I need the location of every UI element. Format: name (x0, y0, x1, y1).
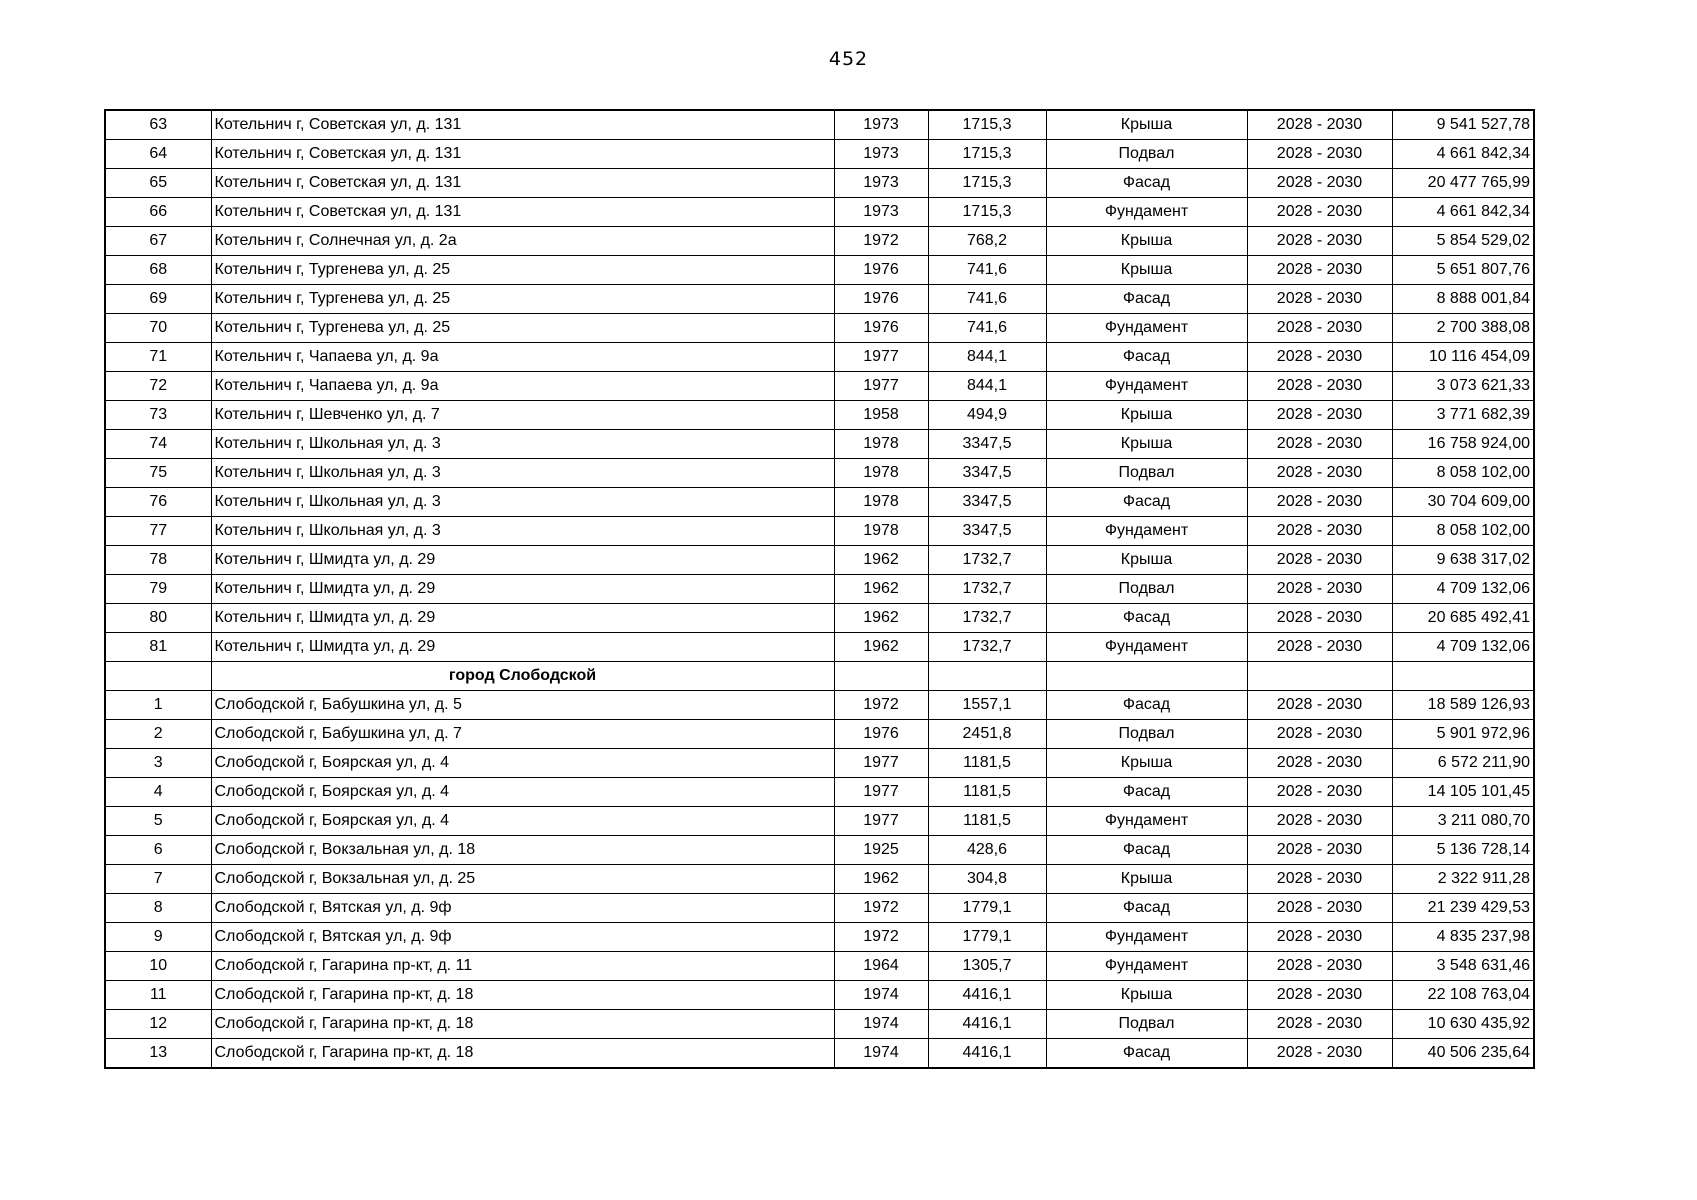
address-cell: Котельнич г, Шмидта ул, д. 29 (211, 575, 834, 604)
work-type-cell: Крыша (1046, 227, 1247, 256)
build-year-cell: 1962 (834, 546, 928, 575)
table-row (105, 923, 1534, 952)
address-cell: Котельнич г, Тургенева ул, д. 25 (211, 285, 834, 314)
area-cell: 1715,3 (928, 198, 1046, 227)
cost-cell: 3 211 080,70 (1392, 807, 1534, 836)
work-type-cell: Фасад (1046, 691, 1247, 720)
area-cell: 4416,1 (928, 1039, 1046, 1069)
build-year-cell: 1962 (834, 633, 928, 662)
work-type-cell: Фундамент (1046, 923, 1247, 952)
work-type-cell: Крыша (1046, 430, 1247, 459)
period-cell: 2028 - 2030 (1247, 894, 1392, 923)
row-number-cell: 68 (105, 256, 211, 285)
work-type-cell: Подвал (1046, 459, 1247, 488)
work-type-cell: Фундамент (1046, 633, 1247, 662)
build-year-cell: 1978 (834, 488, 928, 517)
cost-cell: 10 116 454,09 (1392, 343, 1534, 372)
cost-cell: 16 758 924,00 (1392, 430, 1534, 459)
cost-cell: 2 322 911,28 (1392, 865, 1534, 894)
cost-cell: 18 589 126,93 (1392, 691, 1534, 720)
row-number-cell: 63 (105, 110, 211, 140)
build-year-cell: 1958 (834, 401, 928, 430)
row-number-cell: 72 (105, 372, 211, 401)
address-cell: Слободской г, Боярская ул, д. 4 (211, 749, 834, 778)
table-row (105, 227, 1534, 256)
row-number-cell: 71 (105, 343, 211, 372)
table-row (105, 256, 1534, 285)
empty-cell (928, 662, 1046, 691)
row-number-cell: 67 (105, 227, 211, 256)
address-cell: Слободской г, Вятская ул, д. 9ф (211, 894, 834, 923)
cost-cell: 9 638 317,02 (1392, 546, 1534, 575)
work-type-cell: Фундамент (1046, 517, 1247, 546)
row-number-cell: 74 (105, 430, 211, 459)
period-cell: 2028 - 2030 (1247, 923, 1392, 952)
work-type-cell: Крыша (1046, 865, 1247, 894)
cost-cell: 4 709 132,06 (1392, 633, 1534, 662)
area-cell: 3347,5 (928, 488, 1046, 517)
cost-cell: 8 888 001,84 (1392, 285, 1534, 314)
build-year-cell: 1972 (834, 691, 928, 720)
address-cell: Слободской г, Гагарина пр-кт, д. 18 (211, 981, 834, 1010)
address-cell: Котельнич г, Шмидта ул, д. 29 (211, 546, 834, 575)
address-cell: Котельнич г, Школьная ул, д. 3 (211, 430, 834, 459)
cost-cell: 8 058 102,00 (1392, 459, 1534, 488)
table-row (105, 981, 1534, 1010)
row-number-cell: 10 (105, 952, 211, 981)
address-cell: Слободской г, Вокзальная ул, д. 25 (211, 865, 834, 894)
area-cell: 494,9 (928, 401, 1046, 430)
row-number-cell: 8 (105, 894, 211, 923)
cost-cell: 20 685 492,41 (1392, 604, 1534, 633)
row-number-cell: 65 (105, 169, 211, 198)
row-number-cell: 81 (105, 633, 211, 662)
row-number-cell: 80 (105, 604, 211, 633)
address-cell: Котельнич г, Школьная ул, д. 3 (211, 517, 834, 546)
area-cell: 1732,7 (928, 575, 1046, 604)
cost-cell: 8 058 102,00 (1392, 517, 1534, 546)
area-cell: 741,6 (928, 285, 1046, 314)
area-cell: 1779,1 (928, 894, 1046, 923)
cost-cell: 4 661 842,34 (1392, 140, 1534, 169)
work-type-cell: Подвал (1046, 720, 1247, 749)
period-cell: 2028 - 2030 (1247, 633, 1392, 662)
table-row (105, 459, 1534, 488)
area-cell: 3347,5 (928, 517, 1046, 546)
row-number-cell: 13 (105, 1039, 211, 1069)
period-cell: 2028 - 2030 (1247, 691, 1392, 720)
table-row (105, 314, 1534, 343)
address-cell: Котельнич г, Шмидта ул, д. 29 (211, 633, 834, 662)
table-row (105, 517, 1534, 546)
area-cell: 1305,7 (928, 952, 1046, 981)
address-cell: Котельнич г, Советская ул, д. 131 (211, 198, 834, 227)
section-row (105, 662, 1534, 691)
work-type-cell: Подвал (1046, 575, 1247, 604)
cost-cell: 30 704 609,00 (1392, 488, 1534, 517)
area-cell: 1732,7 (928, 633, 1046, 662)
row-number-cell: 11 (105, 981, 211, 1010)
cost-cell: 21 239 429,53 (1392, 894, 1534, 923)
row-number-cell: 78 (105, 546, 211, 575)
period-cell: 2028 - 2030 (1247, 1039, 1392, 1069)
period-cell: 2028 - 2030 (1247, 227, 1392, 256)
area-cell: 304,8 (928, 865, 1046, 894)
build-year-cell: 1977 (834, 372, 928, 401)
cost-cell: 4 835 237,98 (1392, 923, 1534, 952)
area-cell: 741,6 (928, 256, 1046, 285)
period-cell: 2028 - 2030 (1247, 110, 1392, 140)
address-cell: Слободской г, Бабушкина ул, д. 7 (211, 720, 834, 749)
build-year-cell: 1964 (834, 952, 928, 981)
row-number-cell: 4 (105, 778, 211, 807)
area-cell: 1715,3 (928, 110, 1046, 140)
build-year-cell: 1974 (834, 1010, 928, 1039)
row-number-cell: 9 (105, 923, 211, 952)
table-row (105, 1039, 1534, 1069)
address-cell: Котельнич г, Советская ул, д. 131 (211, 140, 834, 169)
empty-cell (1046, 662, 1247, 691)
period-cell: 2028 - 2030 (1247, 517, 1392, 546)
table-row (105, 372, 1534, 401)
work-type-cell: Фасад (1046, 169, 1247, 198)
cost-cell: 20 477 765,99 (1392, 169, 1534, 198)
table-row (105, 285, 1534, 314)
work-type-cell: Фасад (1046, 488, 1247, 517)
row-number-cell: 73 (105, 401, 211, 430)
build-year-cell: 1977 (834, 807, 928, 836)
row-number-cell: 79 (105, 575, 211, 604)
section-title: город Слободской (211, 662, 834, 691)
table-row (105, 836, 1534, 865)
build-year-cell: 1962 (834, 865, 928, 894)
period-cell: 2028 - 2030 (1247, 778, 1392, 807)
period-cell: 2028 - 2030 (1247, 343, 1392, 372)
work-type-cell: Фундамент (1046, 372, 1247, 401)
address-cell: Слободской г, Гагарина пр-кт, д. 18 (211, 1010, 834, 1039)
work-type-cell: Крыша (1046, 110, 1247, 140)
cost-cell: 2 700 388,08 (1392, 314, 1534, 343)
table-row (105, 720, 1534, 749)
address-cell: Слободской г, Вокзальная ул, д. 18 (211, 836, 834, 865)
table-row (105, 604, 1534, 633)
area-cell: 1732,7 (928, 604, 1046, 633)
work-type-cell: Крыша (1046, 546, 1247, 575)
area-cell: 1779,1 (928, 923, 1046, 952)
row-number-cell: 3 (105, 749, 211, 778)
period-cell: 2028 - 2030 (1247, 401, 1392, 430)
row-number-cell: 6 (105, 836, 211, 865)
period-cell: 2028 - 2030 (1247, 459, 1392, 488)
work-type-cell: Фундамент (1046, 952, 1247, 981)
work-type-cell: Крыша (1046, 749, 1247, 778)
table-row (105, 488, 1534, 517)
cost-cell: 4 709 132,06 (1392, 575, 1534, 604)
empty-cell (1247, 662, 1392, 691)
period-cell: 2028 - 2030 (1247, 488, 1392, 517)
row-number-cell: 69 (105, 285, 211, 314)
area-cell: 844,1 (928, 372, 1046, 401)
cost-cell: 6 572 211,90 (1392, 749, 1534, 778)
cost-cell: 4 661 842,34 (1392, 198, 1534, 227)
work-type-cell: Подвал (1046, 140, 1247, 169)
area-cell: 1732,7 (928, 546, 1046, 575)
cost-cell: 5 651 807,76 (1392, 256, 1534, 285)
empty-cell (834, 662, 928, 691)
period-cell: 2028 - 2030 (1247, 604, 1392, 633)
table-row (105, 140, 1534, 169)
empty-cell (105, 662, 211, 691)
area-cell: 4416,1 (928, 981, 1046, 1010)
build-year-cell: 1974 (834, 981, 928, 1010)
row-number-cell: 5 (105, 807, 211, 836)
cost-cell: 3 548 631,46 (1392, 952, 1534, 981)
build-year-cell: 1972 (834, 894, 928, 923)
area-cell: 768,2 (928, 227, 1046, 256)
row-number-cell: 76 (105, 488, 211, 517)
period-cell: 2028 - 2030 (1247, 1010, 1392, 1039)
table-row (105, 110, 1534, 140)
period-cell: 2028 - 2030 (1247, 981, 1392, 1010)
table-row (105, 952, 1534, 981)
table-row (105, 749, 1534, 778)
address-cell: Слободской г, Вятская ул, д. 9ф (211, 923, 834, 952)
build-year-cell: 1977 (834, 343, 928, 372)
repair-program-table (104, 109, 1535, 1069)
build-year-cell: 1977 (834, 778, 928, 807)
page-number: 452 (828, 48, 869, 70)
period-cell: 2028 - 2030 (1247, 836, 1392, 865)
build-year-cell: 1978 (834, 459, 928, 488)
work-type-cell: Фасад (1046, 1039, 1247, 1069)
row-number-cell: 7 (105, 865, 211, 894)
table-row (105, 633, 1534, 662)
table-row (105, 430, 1534, 459)
period-cell: 2028 - 2030 (1247, 865, 1392, 894)
table-row (105, 778, 1534, 807)
address-cell: Котельнич г, Советская ул, д. 131 (211, 169, 834, 198)
table-row (105, 865, 1534, 894)
build-year-cell: 1976 (834, 285, 928, 314)
area-cell: 1557,1 (928, 691, 1046, 720)
area-cell: 1181,5 (928, 749, 1046, 778)
work-type-cell: Фасад (1046, 604, 1247, 633)
row-number-cell: 2 (105, 720, 211, 749)
address-cell: Слободской г, Боярская ул, д. 4 (211, 778, 834, 807)
area-cell: 1181,5 (928, 778, 1046, 807)
period-cell: 2028 - 2030 (1247, 256, 1392, 285)
build-year-cell: 1972 (834, 227, 928, 256)
row-number-cell: 66 (105, 198, 211, 227)
build-year-cell: 1976 (834, 314, 928, 343)
area-cell: 844,1 (928, 343, 1046, 372)
address-cell: Слободской г, Гагарина пр-кт, д. 18 (211, 1039, 834, 1069)
period-cell: 2028 - 2030 (1247, 285, 1392, 314)
cost-cell: 5 901 972,96 (1392, 720, 1534, 749)
cost-cell: 3 073 621,33 (1392, 372, 1534, 401)
area-cell: 3347,5 (928, 459, 1046, 488)
row-number-cell: 70 (105, 314, 211, 343)
work-type-cell: Фасад (1046, 343, 1247, 372)
build-year-cell: 1973 (834, 198, 928, 227)
work-type-cell: Фасад (1046, 894, 1247, 923)
table-row (105, 691, 1534, 720)
table-row (105, 343, 1534, 372)
area-cell: 741,6 (928, 314, 1046, 343)
build-year-cell: 1978 (834, 430, 928, 459)
area-cell: 428,6 (928, 836, 1046, 865)
address-cell: Слободской г, Гагарина пр-кт, д. 11 (211, 952, 834, 981)
table-row (105, 1010, 1534, 1039)
address-cell: Котельнич г, Чапаева ул, д. 9а (211, 343, 834, 372)
period-cell: 2028 - 2030 (1247, 720, 1392, 749)
period-cell: 2028 - 2030 (1247, 198, 1392, 227)
work-type-cell: Фундамент (1046, 807, 1247, 836)
period-cell: 2028 - 2030 (1247, 430, 1392, 459)
address-cell: Котельнич г, Школьная ул, д. 3 (211, 459, 834, 488)
cost-cell: 22 108 763,04 (1392, 981, 1534, 1010)
period-cell: 2028 - 2030 (1247, 749, 1392, 778)
area-cell: 1715,3 (928, 140, 1046, 169)
cost-cell: 40 506 235,64 (1392, 1039, 1534, 1069)
work-type-cell: Фасад (1046, 836, 1247, 865)
table-row (105, 575, 1534, 604)
row-number-cell: 12 (105, 1010, 211, 1039)
address-cell: Котельнич г, Тургенева ул, д. 25 (211, 314, 834, 343)
work-type-cell: Крыша (1046, 401, 1247, 430)
address-cell: Слободской г, Бабушкина ул, д. 5 (211, 691, 834, 720)
address-cell: Котельнич г, Чапаева ул, д. 9а (211, 372, 834, 401)
address-cell: Котельнич г, Шевченко ул, д. 7 (211, 401, 834, 430)
table-row (105, 546, 1534, 575)
work-type-cell: Фасад (1046, 778, 1247, 807)
period-cell: 2028 - 2030 (1247, 952, 1392, 981)
cost-cell: 9 541 527,78 (1392, 110, 1534, 140)
table-row (105, 894, 1534, 923)
build-year-cell: 1973 (834, 169, 928, 198)
build-year-cell: 1962 (834, 575, 928, 604)
table-row (105, 198, 1534, 227)
work-type-cell: Крыша (1046, 256, 1247, 285)
area-cell: 3347,5 (928, 430, 1046, 459)
cost-cell: 3 771 682,39 (1392, 401, 1534, 430)
work-type-cell: Подвал (1046, 1010, 1247, 1039)
period-cell: 2028 - 2030 (1247, 807, 1392, 836)
table-body (105, 110, 1534, 1068)
area-cell: 1181,5 (928, 807, 1046, 836)
period-cell: 2028 - 2030 (1247, 546, 1392, 575)
table-row (105, 807, 1534, 836)
cost-cell: 10 630 435,92 (1392, 1010, 1534, 1039)
build-year-cell: 1925 (834, 836, 928, 865)
build-year-cell: 1976 (834, 720, 928, 749)
row-number-cell: 64 (105, 140, 211, 169)
address-cell: Котельнич г, Шмидта ул, д. 29 (211, 604, 834, 633)
build-year-cell: 1976 (834, 256, 928, 285)
row-number-cell: 1 (105, 691, 211, 720)
empty-cell (1392, 662, 1534, 691)
work-type-cell: Фундамент (1046, 314, 1247, 343)
period-cell: 2028 - 2030 (1247, 169, 1392, 198)
work-type-cell: Крыша (1046, 981, 1247, 1010)
area-cell: 1715,3 (928, 169, 1046, 198)
table-row (105, 169, 1534, 198)
cost-cell: 5 136 728,14 (1392, 836, 1534, 865)
work-type-cell: Фасад (1046, 285, 1247, 314)
cost-cell: 14 105 101,45 (1392, 778, 1534, 807)
period-cell: 2028 - 2030 (1247, 372, 1392, 401)
row-number-cell: 75 (105, 459, 211, 488)
build-year-cell: 1974 (834, 1039, 928, 1069)
build-year-cell: 1977 (834, 749, 928, 778)
work-type-cell: Фундамент (1046, 198, 1247, 227)
period-cell: 2028 - 2030 (1247, 314, 1392, 343)
address-cell: Котельнич г, Тургенева ул, д. 25 (211, 256, 834, 285)
address-cell: Слободской г, Боярская ул, д. 4 (211, 807, 834, 836)
area-cell: 4416,1 (928, 1010, 1046, 1039)
build-year-cell: 1973 (834, 110, 928, 140)
address-cell: Котельнич г, Солнечная ул, д. 2а (211, 227, 834, 256)
period-cell: 2028 - 2030 (1247, 575, 1392, 604)
build-year-cell: 1973 (834, 140, 928, 169)
build-year-cell: 1972 (834, 923, 928, 952)
build-year-cell: 1978 (834, 517, 928, 546)
build-year-cell: 1962 (834, 604, 928, 633)
address-cell: Котельнич г, Школьная ул, д. 3 (211, 488, 834, 517)
address-cell: Котельнич г, Советская ул, д. 131 (211, 110, 834, 140)
area-cell: 2451,8 (928, 720, 1046, 749)
period-cell: 2028 - 2030 (1247, 140, 1392, 169)
cost-cell: 5 854 529,02 (1392, 227, 1534, 256)
table-row (105, 401, 1534, 430)
row-number-cell: 77 (105, 517, 211, 546)
